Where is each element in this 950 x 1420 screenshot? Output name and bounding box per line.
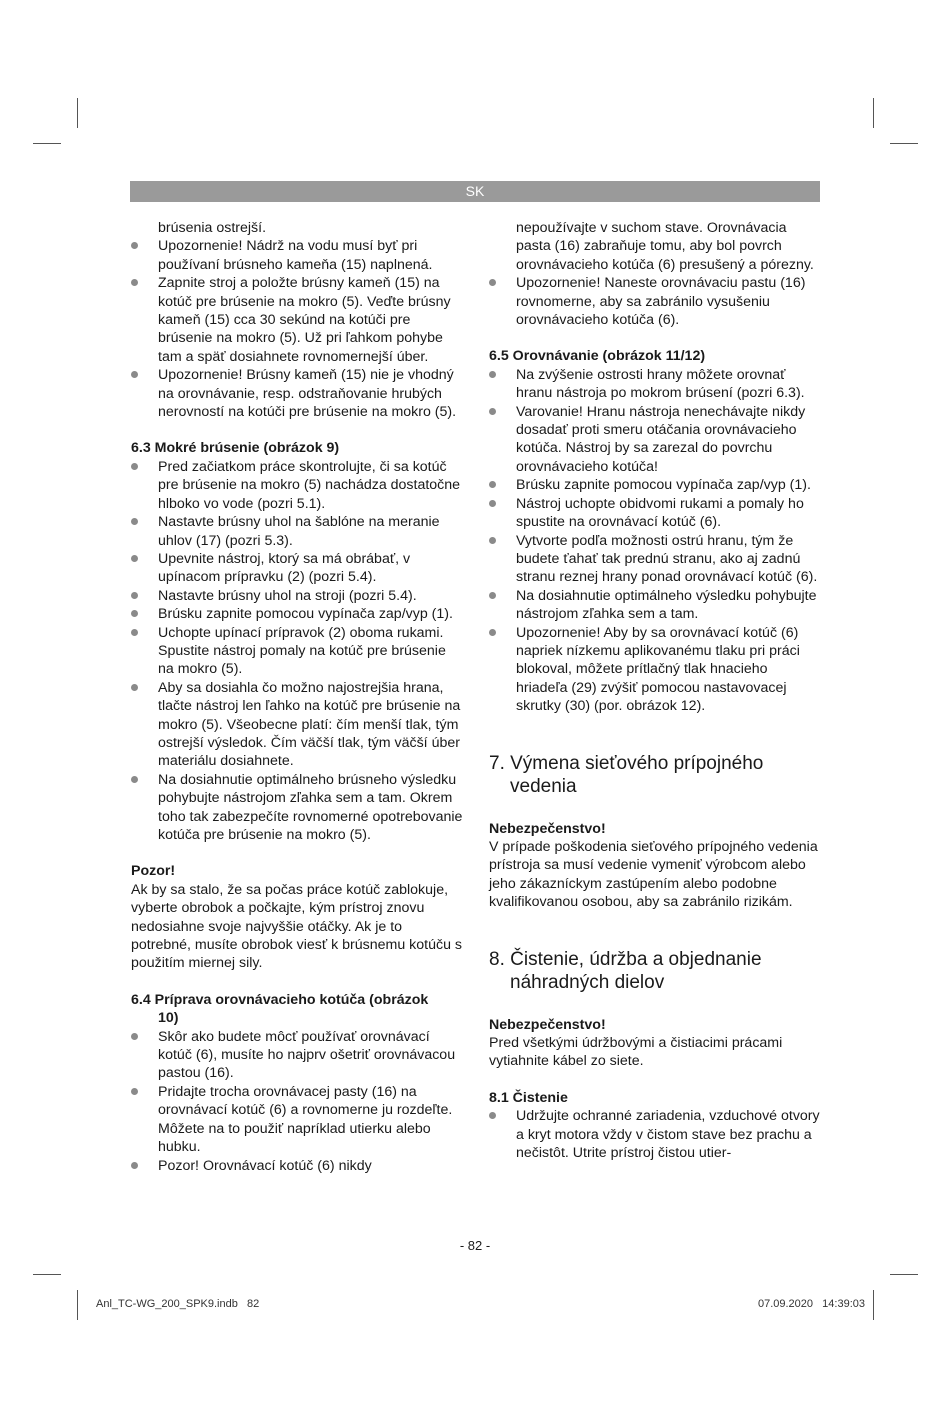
list-item: Brúsku zapnite pomocou vypínača zap/vyp (1). [489, 476, 821, 494]
section-heading-6-5: 6.5 Orovnávanie (obrázok 11/12) [489, 348, 706, 365]
danger-heading: Nebezpečenstvo! [489, 1016, 606, 1033]
crop-mark [890, 143, 918, 144]
continued-text: nepoužívajte v suchom stave. Orovnávacia pasta (16) zabraňuje tomu, aby bol povrch orovnávacieho kotúča (6) presušený a pórezny. [516, 220, 814, 273]
continued-text: brúsenia ostrejší. [158, 220, 267, 236]
danger-heading: Nebezpečenstvo! [489, 820, 606, 837]
crop-mark [873, 1290, 874, 1320]
crop-mark [77, 1290, 78, 1320]
section-heading-8-1: 8.1 Čistenie [489, 1089, 568, 1106]
crop-mark [77, 98, 78, 128]
bullet-list [489, 274, 821, 329]
crop-mark [33, 1274, 61, 1275]
list-item: Pridajte trocha orovnávacej pasty (16) na orovnávací kotúč (6) a rovnomerne ju rozdeľte. Môžete na to použiť napríklad utierku alebo hubku. [131, 1083, 463, 1157]
bullet-list [489, 366, 821, 716]
footer-file-name: Anl_TC-WG_200_SPK9.indb 82 [96, 1298, 260, 1310]
list-item: Pred začiatkom práce skontrolujte, či sa kotúč pre brúsenie na mokro (5) nachádza dostatočne hlboko vo vode (pozri 5.1). [131, 458, 463, 513]
crop-mark [890, 1274, 918, 1275]
list-item: Upevnite nástroj, ktorý sa má obrábať, v upínacom prípravku (2) (pozri 5.4). [131, 550, 463, 587]
list-item: Udržujte ochranné zariadenia, vzduchové otvory a kryt motora vždy v čistom stave bez prachu a nečistôt. Utrite prístroj čistou utier- [489, 1107, 821, 1162]
list-item: Na dosiahnutie optimálneho brúsneho výsledku pohybujte nástrojom zľahka sem a tam. Okrem toho tak zabezpečíte rovnomerné opotrebovanie kotúča pre brúsenie na mokro (5). [131, 771, 463, 845]
list-item: Zapnite stroj a položte brúsny kameň (15) na kotúč pre brúsenie na mokro (5). Veďte brúsny kameň (15) cca 30 sekúnd na kotúči pre brúsenie na mokro (5). Už pri ľahkom pohybe tam a späť dosiahnete rovnomernejší úber. [131, 274, 463, 366]
list-item: Na dosiahnutie optimálneho výsledku pohybujte nástrojom zľahka sem a tam. [489, 587, 821, 624]
crop-mark [33, 143, 61, 144]
list-item: Skôr ako budete môcť používať orovnávací kotúč (6), musíte ho najprv ošetriť orovnávacou pastou (16). [131, 1028, 463, 1083]
list-item: Upozornenie! Aby by sa orovnávací kotúč (6) napriek nízkemu aplikovanému tlaku pri práci blokoval, môžete prítlačný tlak hnacieho hriadeľa (29) zvýšiť pomocou nastavovacej skrutky (30) (por. obrázok 12). [489, 624, 821, 716]
danger-text: V prípade poškodenia sieťového prípojného vedenia prístroja sa musí vedenie vymeniť výrobcom alebo jeho zákazníckym zastúpením alebo podobne kvalifikovanou osobou, aby sa zabránilo rizikám. [489, 838, 818, 911]
bullet-list [489, 1107, 821, 1162]
list-item: Varovanie! Hranu nástroja nenechávajte nikdy dosadať proti smeru otáčania orovnávacieho kotúča. Nástroj by sa zarezal do povrchu orovnávacieho kotúča! [489, 403, 821, 477]
list-item: Upozornenie! Nádrž na vodu musí byť pri používaní brúsneho kameňa (15) naplnená. [131, 237, 463, 274]
page-number: - 82 - [459, 1238, 491, 1253]
section-heading-6-4 [131, 991, 463, 1028]
list-item: Uchopte upínací prípravok (2) oboma rukami. Spustite nástroj pomaly na kotúč pre brúsenie na mokro (5). [131, 624, 463, 679]
list-item: Nastavte brúsny uhol na šablóne na meranie uhlov (17) (pozri 5.3). [131, 513, 463, 550]
crop-mark [873, 98, 874, 128]
list-item: Upozornenie! Brúsny kameň (15) nie je vhodný na orovnávanie, resp. odstraňovanie hrubých nerovností na kotúči pre brúsenie na mokro (5). [131, 366, 463, 421]
section-heading-6-3: 6.3 Mokré brúsenie (obrázok 9) [131, 440, 340, 457]
list-item: Pozor! Orovnávací kotúč (6) nikdy [131, 1157, 463, 1175]
chapter-heading-7: 7. Výmena sieťového prípojného vedenia [489, 752, 764, 797]
list-item: Vytvorte podľa možnosti ostrú hranu, tým že budete ťahať tak prednú stranu, ako aj zadnú stranu reznej hrany ponad orovnávací kotúč (6). [489, 532, 821, 587]
footer-datetime: 07.09.2020 14:39:03 [757, 1298, 865, 1310]
right-column [489, 219, 821, 1162]
list-item: Upozornenie! Naneste orovnávaciu pastu (16) rovnomerne, aby sa zabránilo vysušeniu orovnávacieho kotúča (6). [489, 274, 821, 329]
list-item: Aby sa dosiahla čo možno najostrejšia hrana, tlačte nástroj len ľahko na kotúč pre brúsenie na mokro (5). Všeobecne platí: čím menší tlak, tým ostrejší výsledok. Čím väčší tlak, tým väčší úber materiálu dosiahnete. [131, 679, 463, 771]
chapter-heading-8: 8. Čistenie, údržba a objednanie náhradných dielov [489, 948, 762, 993]
left-column [131, 219, 463, 1175]
list-item: Na zvýšenie ostrosti hrany môžete orovnať hranu nástroja po mokrom brúsení (pozri 6.3). [489, 366, 821, 403]
section-heading-line: 6.4 Príprava orovnávacieho kotúča (obrázok [131, 991, 429, 1008]
bullet-list [131, 237, 463, 421]
section-heading-line: 10) [158, 1010, 179, 1027]
list-item: Nástroj uchopte obidvomi rukami a pomaly ho spustite na orovnávací kotúč (6). [489, 495, 821, 532]
caution-heading: Pozor! [131, 863, 176, 880]
list-item: Brúsku zapnite pomocou vypínača zap/vyp (1). [131, 605, 463, 623]
list-item: Nastavte brúsny uhol na stroji (pozri 5.4). [131, 587, 463, 605]
danger-text: Pred všetkými údržbovými a čistiacimi prácami vytiahnite kábel zo siete. [489, 1035, 783, 1070]
language-header-bar: SK [130, 181, 820, 202]
bullet-list [131, 1028, 463, 1175]
bullet-list [131, 458, 463, 845]
caution-text: Ak by sa stalo, že sa počas práce kotúč zablokuje, vyberte obrobok a počkajte, kým prístroj znovu nedosiahne svoje najvyššie otáčky. Ak je to potrebné, musíte obrobok viesť k brúsnemu kotúču s použitím miernej sily. [131, 881, 463, 972]
